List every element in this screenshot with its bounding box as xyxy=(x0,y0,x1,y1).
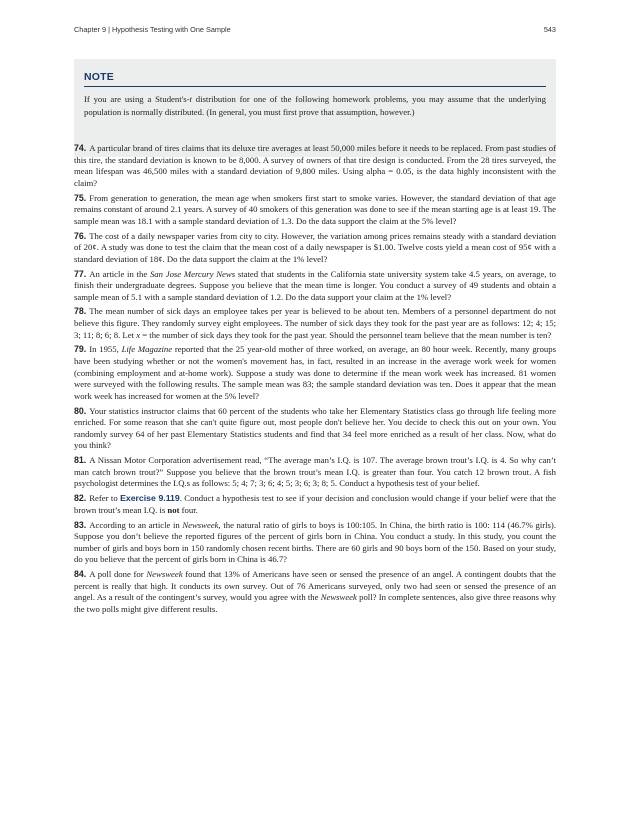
exercise-number: 78. xyxy=(74,306,87,317)
exercise-number: 84. xyxy=(74,569,87,580)
exercise-number: 75. xyxy=(74,192,87,203)
exercise-number: 76. xyxy=(74,230,87,241)
exercise-reference-link[interactable]: Exercise 9.119 xyxy=(120,493,180,504)
exercise-82: 82. Refer to Exercise 9.119. Conduct a hypothesis test to see if your decision and conclusion would change if your belief were that the brown trout’s mean I.Q. is not four. xyxy=(74,493,556,515)
t-symbol: t xyxy=(189,94,192,104)
exercise-79: 79. In 1955, Life Magazine reported that the 25 year-old mother of three worked, on average, an 80 hour week. Recently, many groups have been studying whether or not the women's movement has, in fact, resulted in an increase in the average work week for women (combining employment and at-home work). Suppose a study was done to determine if the mean work week has increased. 81 women were surveyed with the following results. The sample mean was 83; the sample standard deviation was ten. Does it appear that the mean work week has increased for women at the 5% level? xyxy=(74,344,556,401)
exercise-81: 81. A Nissan Motor Corporation advertisement read, “The average man’s I.Q. is 107. The average brown trout’s I.Q. is 4. So why can’t man catch brown trout?” Suppose you believe that the brown trout’s mean I.Q. is greater than four. You catch 12 brown trout. A fish psychologist determines the I.Q.s as follows: 5; 4; 7; 3; 6; 4; 5; 3; 6; 3; 8; 5. Conduct a hypothesis test of your belief. xyxy=(74,455,556,489)
exercise-84: 84. A poll done for Newsweek found that 13% of Americans have seen or sensed the presence of an angel. A contingent doubts that the percent is really that high. It conducts its own survey. Out of 76 Americans surveyed, only two had seen or sensed the presence of an angel. As a result of the contingent’s survey, would you agree with the Newsweek poll? In complete sentences, also give three reasons why the two polls might give different results. xyxy=(74,569,556,614)
exercise-number: 81. xyxy=(74,455,87,466)
page-header xyxy=(74,25,556,34)
exercise-76: 76. The cost of a daily newspaper varies from city to city. However, the variation among prices remains steady with a standard deviation of 20¢. A study was done to test the claim that the mean cost of a daily newspaper is $1.00. Twelve costs yield a mean cost of 95¢ with a standard deviation of 18¢. Do the data support the claim at the 1% level? xyxy=(74,230,556,264)
source-title: Newsweek xyxy=(320,592,357,603)
exercise-number: 80. xyxy=(74,405,87,416)
exercise-number: 74. xyxy=(74,143,87,153)
exercise-number: 77. xyxy=(74,268,87,279)
exercise-83: 83. According to an article in Newsweek, the natural ratio of girls to boys is 100:105. In China, the birth ratio is 100: 114 (46.7% girls). Suppose you don’t believe the reported figures of the percent of girls born in China. You conduct a study. In this study, you count the number of girls and boys born in 150 randomly chosen recent births. There are 60 girls and 90 boys born of the 150. Based on your study, do you believe that the percent of girls born in China is 46.7? xyxy=(74,519,556,565)
exercise-75: 75. From generation to generation, the mean age when smokers first start to smoke varies. However, the standard deviation of that age remains constant of around 2.1 years. A survey of 40 smokers of this generation was done to see if the mean starting age is at least 19. The sample mean was 18.1 with a sample standard deviation of 1.3. Do the data support the claim at the 5% level? xyxy=(74,192,556,226)
source-title: San Jose Mercury News xyxy=(149,268,236,279)
exercise-78: 78. The mean number of sick days an employee takes per year is believed to be about ten. Members of a personnel department do not believe this figure. They randomly survey eight employees. The number of sick days they took for the past year are as follows: 12; 4; 15; 3; 11; 8; 6; 8. Let x = the number of sick days they took for the past year. Should the personnel team believe that the mean number is ten? xyxy=(74,306,556,340)
emphasis-not: not xyxy=(167,504,180,515)
exercise-number: 82. xyxy=(74,493,87,504)
variable-x: x xyxy=(136,329,141,340)
exercise-74: 74. A particular brand of tires claims that its deluxe tire averages at least 50,000 miles before it needs to be replaced. From past studies of this tire, the standard deviation is known to be 8,000. A survey of owners of that tire design is conducted. From the 28 tires surveyed, the mean lifespan was 46,500 miles with a standard deviation of 9,800 miles. Using alpha = 0.05, is the data highly inconsistent with the claim? xyxy=(74,143,556,188)
exercise-80: 80. Your statistics instructor claims that 60 percent of the students who take her Elementary Statistics class go through life feeling more enriched. For some reason that she can't quite figure out, most people don't believe her. You decide to check this out on your own. You randomly survey 64 of her past Elementary Statistics students and find that 34 feel more enriched as a result of her class. Now, what do you think? xyxy=(74,405,556,451)
source-title: Life Magazine xyxy=(121,344,173,355)
chapter-title: Chapter 9 | Hypothesis Testing with One Sample xyxy=(74,25,231,34)
source-title: Newsweek xyxy=(146,569,183,580)
page-number: 543 xyxy=(543,25,556,34)
note-text: If you are using a Student's-t distribution for one of the following homework problems, you may assume that the underlying population is normally distributed. (In general, you must first prove that assumption, however.) xyxy=(84,94,546,117)
source-title: Newsweek xyxy=(182,519,219,530)
exercise-77: 77. An article in the San Jose Mercury News stated that students in the California state university system take 4.5 years, on average, to finish their undergraduate degrees. Suppose you believe that the mean time is longer. You conduct a survey of 49 students and obtain a sample mean of 5.1 with a sample standard deviation of 1.2. Do the data support your claim at the 1% level? xyxy=(74,268,556,302)
exercise-number: 83. xyxy=(74,519,87,530)
note-title: NOTE xyxy=(84,71,546,87)
exercise-list xyxy=(74,143,556,619)
exercise-number: 79. xyxy=(74,344,87,355)
